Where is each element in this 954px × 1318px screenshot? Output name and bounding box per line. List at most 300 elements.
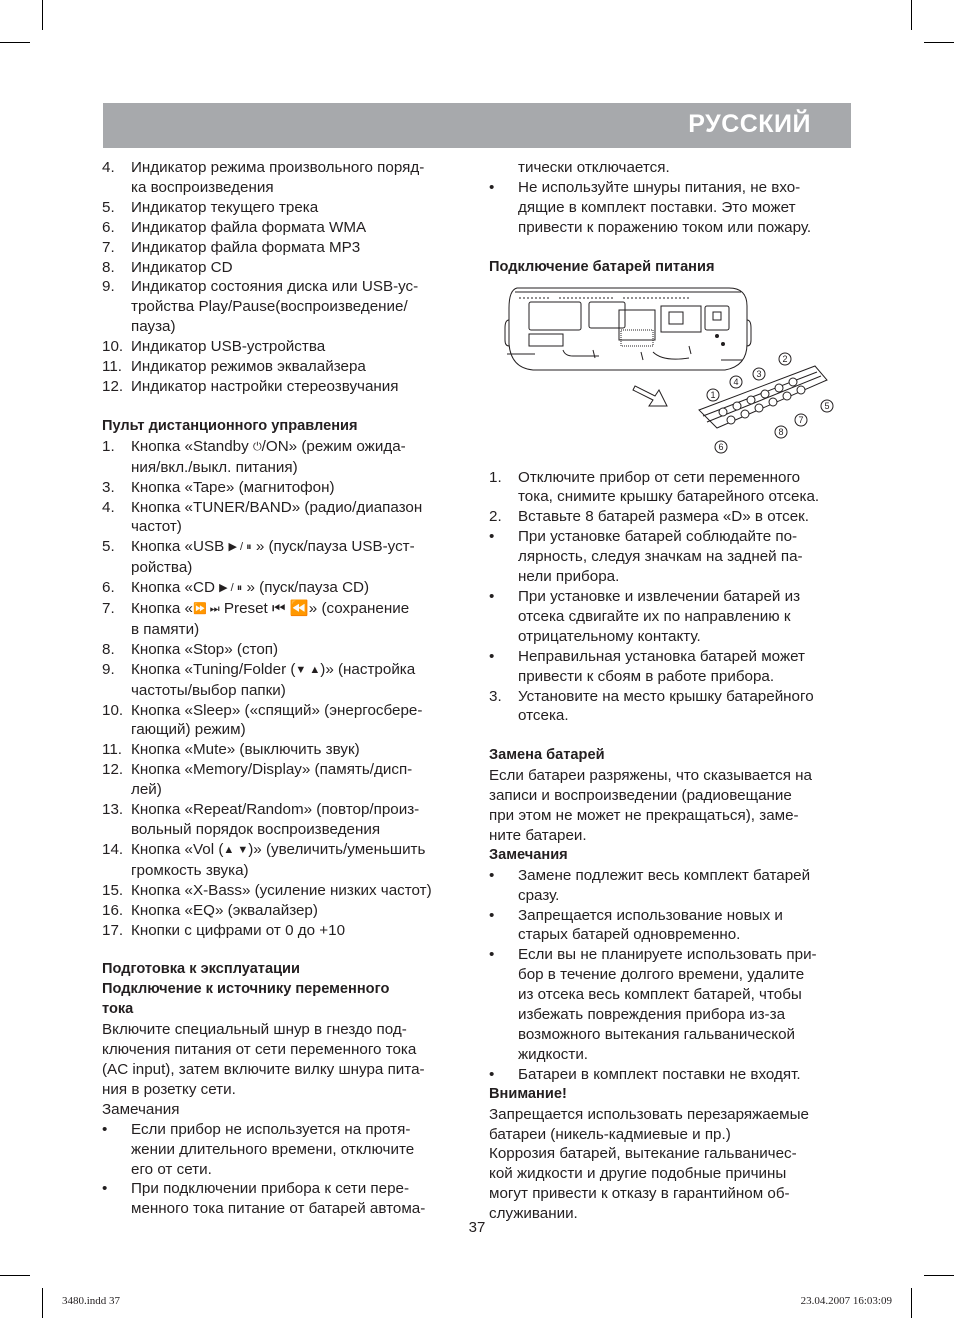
item-text-part: лей) xyxy=(131,781,162,799)
item-text: Неправильная установка батарей может xyxy=(518,647,805,665)
item-text: Индикатор текущего трека xyxy=(131,198,319,216)
item-text xyxy=(131,437,470,458)
item-text: дящие в комплект поставки. Это может xyxy=(518,198,796,216)
item-text: Индикатор состояния диска или USB-ус- xyxy=(131,278,419,296)
item-marker xyxy=(489,886,518,906)
paragraph-line: батареи (никель-кадмиевые и пр.) xyxy=(489,1125,731,1143)
step-item xyxy=(489,527,855,547)
note-item xyxy=(489,198,855,218)
item-text-part: Кнопка «TUNER/BAND» (радио/диапазон xyxy=(131,498,423,516)
note-item xyxy=(102,1140,470,1160)
note-item xyxy=(489,1065,855,1085)
item-text: Индикатор USB-устройства xyxy=(131,338,326,356)
item-text: Не используйте шнуры питания, не вхо- xyxy=(518,178,801,196)
item-text: менного тока питание от батарей автома- xyxy=(131,1200,426,1218)
item-marker: 10. xyxy=(102,338,124,356)
item-text xyxy=(131,620,470,640)
item-marker: 11. xyxy=(102,358,122,376)
notes-heading: Замечания xyxy=(489,846,568,863)
item-text-part: Кнопка « xyxy=(131,600,193,618)
item-text-part: Кнопка «Memory/Display» (память/дисп- xyxy=(131,761,413,779)
item-text-part: Кнопка «Vol ( xyxy=(131,840,224,858)
item-text-part: Кнопка «Stop» (стоп) xyxy=(131,640,279,658)
item-marker: • xyxy=(489,866,495,884)
item-text xyxy=(131,558,470,578)
item-marker xyxy=(489,158,518,178)
item-text xyxy=(131,740,470,760)
item-text-part: частот) xyxy=(131,518,182,536)
attention-heading: Внимание! xyxy=(489,1085,567,1102)
remote-list-item xyxy=(102,660,470,681)
remote-button-list xyxy=(102,437,470,941)
paragraph-line: кой жидкости и другие подобные причины xyxy=(489,1165,787,1183)
item-text-part: Кнопка «Tuning/Folder ( xyxy=(131,660,296,678)
page-number: 37 xyxy=(468,1219,486,1236)
item-marker: 5. xyxy=(102,538,115,556)
item-text xyxy=(131,881,470,901)
paragraph-line: могут привести к отказу в гарантийном об- xyxy=(489,1185,790,1203)
item-text: тически отключается. xyxy=(518,159,670,176)
notes-label: Замечания xyxy=(102,1100,180,1118)
step-item xyxy=(489,567,855,587)
note-item xyxy=(489,945,855,965)
item-text: Индикатор режима произвольного поряд- xyxy=(131,159,425,176)
item-marker: • xyxy=(489,528,495,546)
indicator-list-item xyxy=(102,357,470,377)
button-symbol-icon: ⏩ ⏭ xyxy=(193,603,220,616)
button-symbol-icon: ▶ / ⏸ xyxy=(219,582,243,595)
item-text-part: вольный порядок воспроизведения xyxy=(131,821,381,838)
item-marker xyxy=(489,1025,518,1045)
crop-mark xyxy=(0,1275,30,1276)
note-item xyxy=(102,1160,470,1180)
item-text: отрицательному контакту. xyxy=(518,627,701,645)
indicator-list-item xyxy=(102,198,470,218)
date-slug: 23.04.2007 16:03:09 xyxy=(800,1295,892,1307)
item-text-part: Кнопка «Repeat/Random» (повтор/произ- xyxy=(131,801,420,819)
paragraph-line: служивании. xyxy=(489,1205,578,1223)
item-text: сразу. xyxy=(518,886,560,904)
item-marker xyxy=(489,667,518,687)
item-marker xyxy=(102,297,131,317)
item-marker xyxy=(102,1199,131,1219)
item-marker xyxy=(489,1045,518,1065)
item-text: отсека. xyxy=(518,707,569,725)
replace-heading: Замена батарей xyxy=(489,747,605,764)
item-marker xyxy=(102,1140,131,1160)
item-text-part: » (пуск/пауза CD) xyxy=(242,579,370,597)
item-text-part: ния/вкл./выкл. питания) xyxy=(131,458,298,476)
note-item xyxy=(489,906,855,926)
item-marker: • xyxy=(102,1180,108,1198)
item-text: Индикатор режимов эквалайзера xyxy=(131,358,366,376)
item-marker xyxy=(489,1005,518,1025)
remote-heading: Пульт дистанционного управления xyxy=(102,417,358,434)
item-text-part: Кнопка «Standby xyxy=(131,437,253,455)
left-notes-list xyxy=(102,1120,470,1220)
note-item xyxy=(489,866,855,886)
button-symbol-icon: ▲ ▼ xyxy=(223,843,249,856)
item-text xyxy=(131,701,470,721)
item-text-part: Preset ⏮ ⏪» (сохранение xyxy=(219,600,410,618)
item-marker: • xyxy=(489,647,495,665)
remote-list-item xyxy=(102,599,470,620)
remote-list-item xyxy=(102,517,470,537)
item-text: отсека сдвигайте их по направлению к xyxy=(518,607,791,625)
item-marker xyxy=(489,627,518,647)
callout-label: 8 xyxy=(778,427,784,437)
item-marker: 15. xyxy=(102,881,124,899)
item-text: При установке батарей соблюдайте по- xyxy=(518,528,798,546)
item-marker: 6. xyxy=(102,218,115,236)
item-text: Батареи в комплект поставки не входят. xyxy=(518,1065,801,1083)
item-text xyxy=(131,901,470,921)
callout-label: 4 xyxy=(733,377,739,387)
item-text: из отсека весь комплект батарей, чтобы xyxy=(518,986,802,1004)
remote-list-item xyxy=(102,840,470,861)
step-item xyxy=(489,647,855,667)
note-item xyxy=(102,1179,470,1199)
file-slug: 3480.indd 37 xyxy=(62,1295,121,1307)
item-marker xyxy=(489,985,518,1005)
item-marker xyxy=(102,681,131,701)
paragraph-line: Если батареи разряжены, что сказывается на xyxy=(489,767,812,785)
indicator-list-item xyxy=(102,277,470,297)
item-marker xyxy=(102,720,131,740)
item-marker: 8. xyxy=(102,640,115,658)
item-text-part: /ON» (режим ожида- xyxy=(261,437,406,455)
paragraph-line: при этом не может не прекращаться), заме- xyxy=(489,807,799,825)
paragraph-line: Запрещается использовать перезаряжаемые xyxy=(489,1105,809,1123)
item-text: Замене подлежит весь комплект батарей xyxy=(518,866,811,884)
item-text: тройства Play/Pause(воспроизведение/ xyxy=(131,298,408,316)
indicator-list-item xyxy=(102,258,470,278)
item-text: При установке и извлечении батарей из xyxy=(518,587,801,605)
item-text: Индикатор CD xyxy=(131,258,233,276)
item-marker xyxy=(102,620,131,640)
boombox-rear-illustration xyxy=(505,288,751,370)
item-marker: 12. xyxy=(102,377,124,395)
remote-list-item xyxy=(102,921,470,941)
item-text: привести к сбоям в работе прибора. xyxy=(518,667,775,685)
crop-mark xyxy=(924,1275,954,1276)
indicator-list xyxy=(102,158,470,397)
item-text xyxy=(131,780,470,800)
remote-list-item xyxy=(102,740,470,760)
item-marker xyxy=(489,198,518,218)
item-text xyxy=(131,517,470,537)
indicator-list-item xyxy=(102,317,470,337)
item-text xyxy=(131,800,470,820)
callout-label: 7 xyxy=(798,415,804,425)
item-text xyxy=(131,498,470,518)
item-marker: 1. xyxy=(489,468,502,486)
item-marker: 16. xyxy=(102,901,124,919)
paragraph-line: Включите специальный шнур в гнездо под- xyxy=(102,1021,407,1039)
indicator-list-item xyxy=(102,297,470,317)
indicator-list-item xyxy=(102,158,470,178)
paragraph-line: записи и воспроизведении (радиовещание xyxy=(489,787,792,805)
item-marker: • xyxy=(489,946,495,964)
item-text: тока, снимите крышку батарейного отсека. xyxy=(518,488,820,506)
item-marker xyxy=(102,820,131,840)
crop-mark xyxy=(911,1288,912,1318)
step-item xyxy=(489,627,855,647)
item-text xyxy=(131,660,470,681)
item-text: избежать повреждения прибора из-за xyxy=(518,1006,786,1024)
item-text xyxy=(131,458,470,478)
remote-list-item xyxy=(102,578,470,599)
item-marker: 13. xyxy=(102,801,124,819)
item-text xyxy=(131,537,470,558)
insert-direction-arrow xyxy=(633,386,667,406)
item-text xyxy=(131,921,470,941)
note-item xyxy=(489,178,855,198)
item-marker xyxy=(489,965,518,985)
item-marker xyxy=(489,607,518,627)
item-marker: • xyxy=(102,1120,108,1138)
prep-heading: Подготовка к эксплуатации xyxy=(102,961,300,978)
remote-list-item xyxy=(102,558,470,578)
indicator-list-item xyxy=(102,178,470,198)
item-text: Запрещается использование новых и xyxy=(518,906,783,924)
item-text-part: гающий) режим) xyxy=(131,721,246,739)
battery-heading: Подключение батарей питания xyxy=(489,258,715,275)
item-marker xyxy=(102,458,131,478)
item-marker xyxy=(489,547,518,567)
item-marker: 1. xyxy=(102,437,115,455)
crop-mark xyxy=(0,42,30,43)
item-marker: • xyxy=(489,1065,495,1083)
remote-list-item xyxy=(102,537,470,558)
item-marker: 17. xyxy=(102,921,124,939)
item-marker xyxy=(102,178,131,198)
item-text xyxy=(131,720,470,740)
item-marker xyxy=(102,780,131,800)
attention-paragraph xyxy=(489,1105,855,1224)
item-text-part: » (пуск/пауза USB-уст- xyxy=(251,538,415,556)
item-text: бор в течение долгого времени, удалите xyxy=(518,966,805,984)
item-marker: 7. xyxy=(102,600,115,618)
remote-list-item xyxy=(102,478,470,498)
remote-list-item xyxy=(102,681,470,701)
indicator-list-item xyxy=(102,238,470,258)
step-item xyxy=(489,507,855,527)
item-text-part: ройства) xyxy=(131,559,193,577)
crop-mark xyxy=(42,1288,43,1318)
item-marker xyxy=(489,925,518,945)
item-text: Если вы не планируете использовать при- xyxy=(518,946,817,964)
indicator-list-item xyxy=(102,377,470,397)
item-text: Индикатор настройки стереозвучания xyxy=(131,377,399,395)
note-item xyxy=(489,158,855,178)
item-marker: 5. xyxy=(102,198,115,216)
ac-heading-line: тока xyxy=(102,1001,134,1018)
language-title: РУССКИЙ xyxy=(688,110,811,138)
item-text xyxy=(131,760,470,780)
replace-paragraph xyxy=(489,766,855,846)
item-marker xyxy=(102,517,131,537)
item-text: жении длительного времени, отключите xyxy=(131,1140,415,1158)
item-text: Индикатор файла формата WMA xyxy=(131,218,367,236)
item-marker: 14. xyxy=(102,840,124,858)
step-item xyxy=(489,687,855,707)
step-item xyxy=(489,587,855,607)
note-item xyxy=(489,886,855,906)
item-text: При подключении прибора к сети пере- xyxy=(131,1180,410,1198)
item-marker xyxy=(489,487,518,507)
item-text-part: Кнопка «EQ» (эквалайзер) xyxy=(131,901,318,919)
note-item xyxy=(489,218,855,238)
battery-steps-list xyxy=(489,468,855,727)
item-text: пауза) xyxy=(131,318,176,336)
item-marker: 6. xyxy=(102,579,115,597)
item-text xyxy=(131,578,470,599)
paragraph-line: (AC input), затем включите вилку шнура пита- xyxy=(102,1060,425,1078)
note-item xyxy=(489,1025,855,1045)
note-item xyxy=(489,965,855,985)
remote-list-item xyxy=(102,720,470,740)
left-column xyxy=(102,158,470,1219)
button-symbol-icon: ⏻ xyxy=(252,440,262,453)
callout-label: 5 xyxy=(824,401,830,411)
item-marker: 4. xyxy=(102,159,115,176)
item-text-part: Кнопка «Mute» (выключить звук) xyxy=(131,741,360,759)
paragraph-line: Коррозия батарей, вытекание гальваничес- xyxy=(489,1145,797,1163)
item-marker: 10. xyxy=(102,701,124,719)
step-item xyxy=(489,706,855,726)
item-marker: • xyxy=(489,178,495,196)
callout-label: 2 xyxy=(782,354,788,364)
item-marker xyxy=(489,218,518,238)
ac-heading-line: Подключение к источнику переменного xyxy=(102,981,390,998)
item-text xyxy=(131,840,470,861)
remote-list-item xyxy=(102,820,470,840)
item-marker: 2. xyxy=(489,508,502,526)
item-text: возможного вытекания гальванической xyxy=(518,1026,796,1043)
paragraph-line: ните батареи. xyxy=(489,826,587,844)
note-item xyxy=(489,925,855,945)
note-item xyxy=(102,1120,470,1140)
item-marker: 11. xyxy=(102,741,122,759)
remote-list-item xyxy=(102,901,470,921)
item-marker: 9. xyxy=(102,660,115,678)
indicator-list-item xyxy=(102,218,470,238)
step-item xyxy=(489,667,855,687)
ac-notes-continued xyxy=(489,158,855,238)
remote-list-item xyxy=(102,800,470,820)
item-marker: 8. xyxy=(102,258,115,276)
item-text-part: )» (увеличить/уменьшить xyxy=(248,840,426,858)
note-item xyxy=(102,1199,470,1219)
item-marker xyxy=(489,706,518,726)
crop-mark xyxy=(911,0,912,30)
item-text-part: частоты/выбор папки) xyxy=(131,681,286,699)
note-item xyxy=(489,1045,855,1065)
item-text: ка воспроизведения xyxy=(131,178,274,196)
item-text-part: )» (настройка xyxy=(320,660,416,678)
item-text: лярность, следуя значкам на задней па- xyxy=(518,548,803,566)
step-item xyxy=(489,468,855,488)
item-text-part: Кнопка «USB xyxy=(131,538,229,556)
note-item xyxy=(489,1005,855,1025)
remote-list-item xyxy=(102,881,470,901)
ac-paragraph xyxy=(102,1020,470,1100)
item-text xyxy=(131,640,470,660)
remote-list-item xyxy=(102,760,470,780)
item-text xyxy=(131,861,470,881)
remote-list-item xyxy=(102,780,470,800)
item-marker xyxy=(102,317,131,337)
step-item xyxy=(489,607,855,627)
item-text: Отключите прибор от сети переменного xyxy=(518,468,801,486)
step-item xyxy=(489,547,855,567)
item-text: Если прибор не используется на протя- xyxy=(131,1120,411,1138)
item-text: его от сети. xyxy=(131,1160,212,1178)
item-marker: 9. xyxy=(102,278,115,296)
right-notes-list xyxy=(489,866,855,1085)
item-text-part: в памяти) xyxy=(131,620,200,638)
item-text-part: громкость звука) xyxy=(131,861,249,879)
item-text-part: Кнопка «X-Bass» (усиление низких частот) xyxy=(131,881,432,899)
item-marker: 3. xyxy=(489,687,502,705)
item-text-part: Кнопка «CD xyxy=(131,579,220,597)
item-text xyxy=(131,478,470,498)
callout-label: 1 xyxy=(710,390,716,400)
remote-list-item xyxy=(102,701,470,721)
item-marker: 7. xyxy=(102,238,115,256)
item-marker xyxy=(102,1160,131,1180)
callout-label: 6 xyxy=(718,442,724,452)
remote-list-item xyxy=(102,458,470,478)
indicator-list-item xyxy=(102,337,470,357)
remote-list-item xyxy=(102,498,470,518)
button-symbol-icon: ▼ ▲ xyxy=(295,663,321,676)
item-marker: 3. xyxy=(102,478,115,496)
item-marker: • xyxy=(489,587,495,605)
item-text: Установите на место крышку батарейного xyxy=(518,687,814,705)
item-text-part: Кнопки с цифрами от 0 до +10 xyxy=(131,921,346,939)
item-text: привести к поражению током или пожару. xyxy=(518,218,812,236)
item-marker: • xyxy=(489,906,495,924)
item-marker xyxy=(489,567,518,587)
remote-list-item xyxy=(102,861,470,881)
remote-list-item xyxy=(102,437,470,458)
language-header xyxy=(103,103,851,148)
crop-mark xyxy=(924,42,954,43)
item-text xyxy=(131,820,470,840)
crop-mark xyxy=(42,0,43,30)
remote-list-item xyxy=(102,640,470,660)
item-marker: 12. xyxy=(102,761,124,779)
remote-list-item xyxy=(102,620,470,640)
paragraph-line: ключения питания от сети переменного тока xyxy=(102,1041,417,1059)
battery-diagram xyxy=(503,280,843,458)
item-text xyxy=(131,599,470,620)
item-marker xyxy=(102,861,131,881)
item-text: Индикатор файла формата MP3 xyxy=(131,238,361,256)
item-marker xyxy=(102,558,131,578)
item-text-part: Кнопка «Sleep» («спящий» (энергосбере- xyxy=(131,701,423,719)
item-marker: 4. xyxy=(102,498,115,516)
callout-label: 3 xyxy=(756,369,762,379)
item-text: старых батарей одновременно. xyxy=(518,926,741,944)
item-text: нели прибора. xyxy=(518,568,620,586)
step-item xyxy=(489,487,855,507)
item-text xyxy=(131,681,470,701)
paragraph-line: ния в розетку сети. xyxy=(102,1080,236,1098)
item-text: Вставьте 8 батарей размера «D» в отсек. xyxy=(518,508,810,526)
